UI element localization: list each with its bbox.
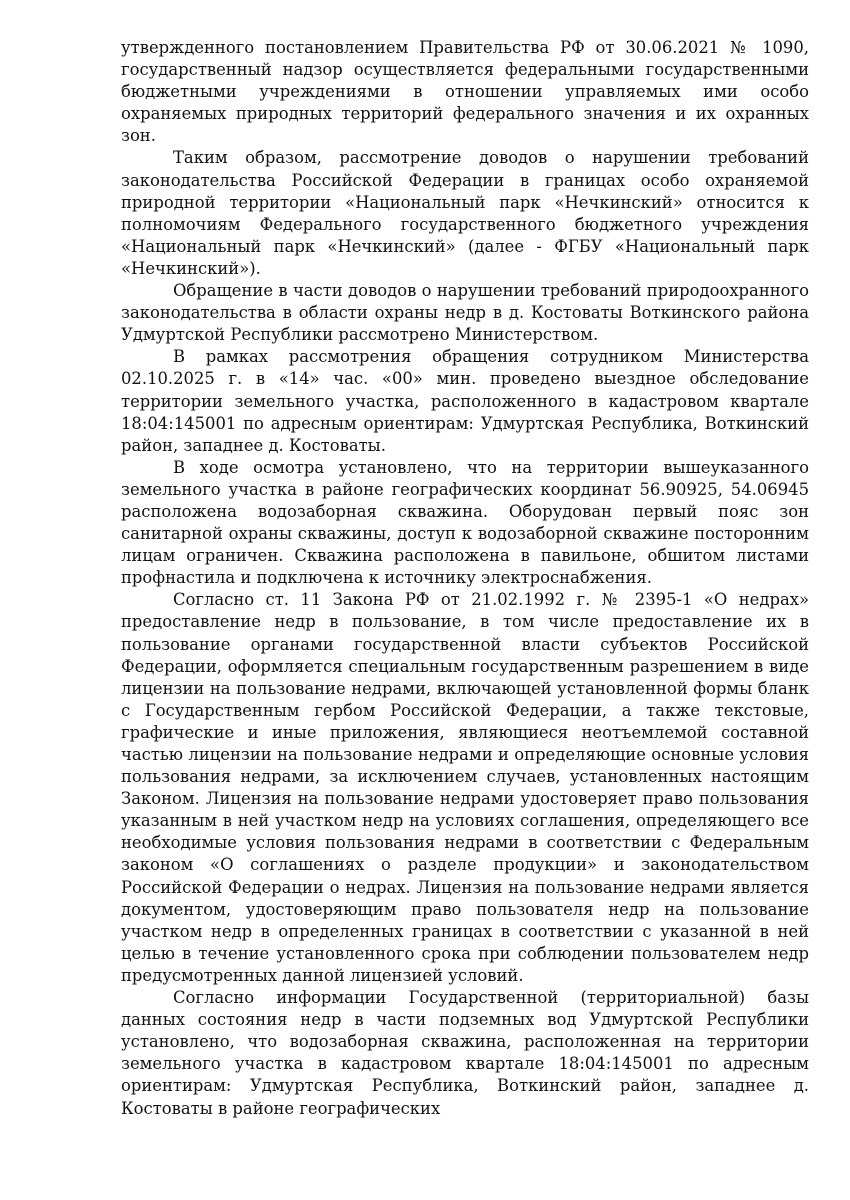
paragraph-subsoil-law: Согласно ст. 11 Закона РФ от 21.02.1992 г. № 2395-1 «О недрах» предоставление недр в пользование, в том числе предоставление их в пользование органами государственной власти субъектов Российской Федерации, оформляется специальным государственным разрешением в виде лицензии на пользование недрами, включающей установленной формы бланк с Государственным гербом Российской Федерации, а также текстовые, графические и иные приложения, являющиеся неотъемлемой составной частью лицензии на пользование недрами и определяющие основные условия пользования недрами, за исключением случаев, установленных настоящим Законом. Лицензия на пользование недрами удостоверяет право пользования указанным в ней участком недр на условиях соглашения, определяющего все необходимые условия пользования недрами в соответствии с Федеральным законом «О соглашениях о разделе продукции» и законодательством Российской Федерации о недрах. Лицензия на пользование недрами является документом, удостоверяющим право пользователя недр на пользование участком недр в определенных границах в соответствии с указанной в ней целью в течение установленного срока при соблюдении пользователем недр предусмотренных данной лицензией условий. [121, 590, 809, 985]
paragraph-ministry-review: Обращение в части доводов о нарушении требований природоохранного законодательства в области охраны недр в д. Костоваты Воткинского района Удмуртской Республики рассмотрено Министерством. [121, 281, 809, 345]
paragraph-field-inspection: В рамках рассмотрения обращения сотрудником Министерства 02.10.2025 г. в «14» час. «00» мин. проведено выездное обследование территории земельного участка, расположенного в кадастровом квартале 18:04:145001 по адресным ориентирам: Удмуртская Республика, Воткинский район, западнее д. Костоваты. [121, 347, 809, 455]
paragraph-inspection-findings: В ходе осмотра установлено, что на территории вышеуказанного земельного участка в районе географических координат 56.90925, 54.06945 расположена водозаборная скважина. Оборудован первый пояс зон санитарной охраны скважины, доступ к водозаборной скважине посторонним лицам ограничен. Скважина расположена в павильоне, обшитом листами профнастила и подключена к источнику электроснабжения. [121, 457, 809, 588]
paragraph-continuation-regulation: утвержденного постановлением Правительства РФ от 30.06.2021 № 1090, государственный надзор осуществляется федеральными государственными бюджетными учреждениями в отношении управляемых ими особо охраняемых природных территорий федерального значения и их охранных зон. [121, 38, 809, 146]
paragraph-jurisdiction: Таким образом, рассмотрение доводов о нарушении требований законодательства Российской Федерации в границах особо охраняемой природной территории «Национальный парк «Нечкинский» относится к полномочиям Федерального государственного бюджетного учреждения «Национальный парк «Нечкинский» (далее - ФГБУ «Национальный парк «Нечкинский»). [121, 148, 809, 278]
document-page [121, 37, 809, 1120]
paragraph-database-info: Согласно информации Государственной (территориальной) базы данных состояния недр в части подземных вод Удмуртской Республики установлено, что водозаборная скважина, расположенная на территории земельного участка в кадастровом квартале 18:04:145001 по адресным ориентирам: Удмуртская Республика, Воткинский район, западнее д. Костоваты в районе географических [121, 988, 809, 1118]
